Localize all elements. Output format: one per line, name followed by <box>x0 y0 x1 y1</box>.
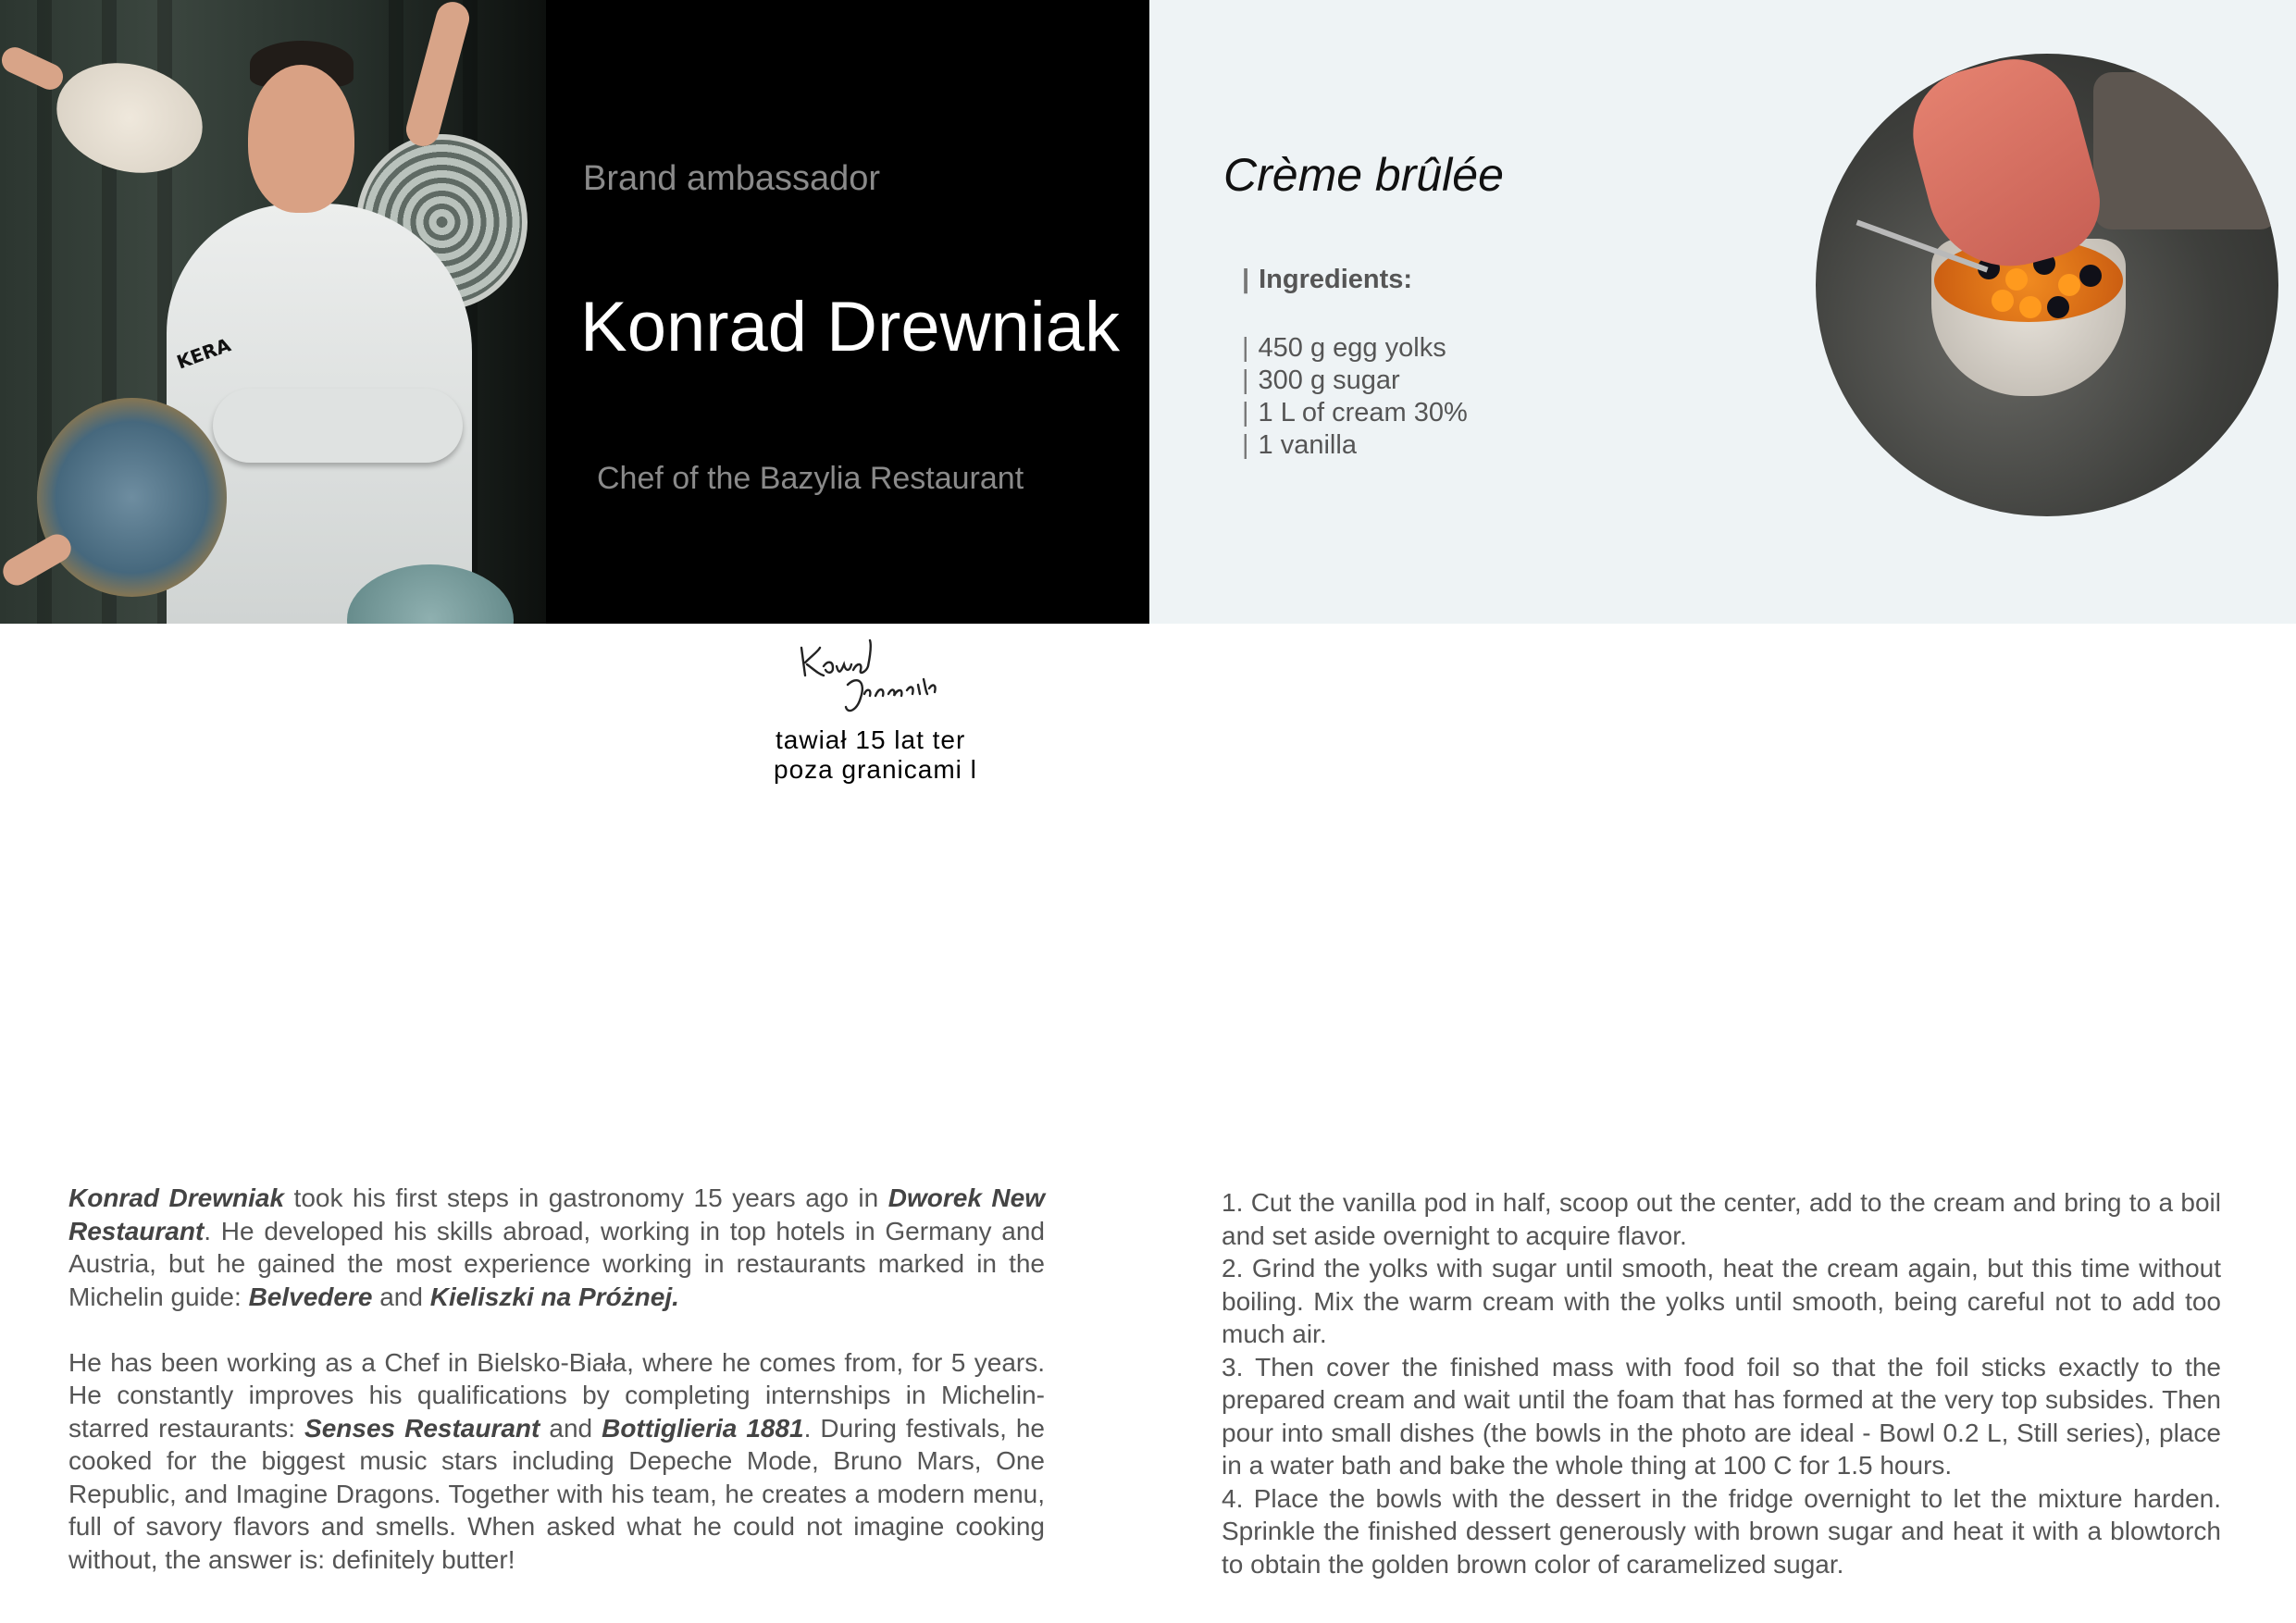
restaurant-name: Kieliszki na Próżnej. <box>429 1282 679 1311</box>
overflow-text-line: tawiał 15 lat ter <box>776 725 966 754</box>
handwritten-signature <box>792 629 968 731</box>
sea-buckthorn <box>2058 274 2080 296</box>
recipe-header <box>1149 0 2296 624</box>
bio-paragraph: He has been working as a Chef in Bielsko-Biała, where he comes from, for 5 years. He constantly improves his qualifications by completing internships in Michelin-starred restaurants: Senses Restaurant and Bottiglieria 1881. During festivals, he cooked for the biggest music stars including Depeche Mode, Bruno Mars, One Republic, and Imagine Dragons. Together with his team, he creates a modern menu, full of savory flavors and smells. When asked what he could not imagine cooking without, the answer is: definitely butter! <box>68 1347 1045 1574</box>
ingredient-item: | 1 vanilla <box>1242 430 1357 460</box>
jacket-logo: KERA <box>173 333 234 374</box>
recipe-step: 2. Grind the yolks with sugar until smooth, heat the cream again, but this time without boiling. Mix the warm cream with the yolks until smooth, being careful not to add too much air. <box>1222 1254 2221 1348</box>
chef-photo <box>0 0 546 624</box>
role-kicker: Brand ambassador <box>583 159 881 198</box>
card-edge <box>977 711 979 786</box>
blueberry <box>2047 296 2069 318</box>
recipe-title: Crème brûlée <box>1223 149 1504 201</box>
signature-card <box>774 624 979 786</box>
ingredient-item: | 300 g sugar <box>1242 365 1400 395</box>
restaurant-name: Senses Restaurant <box>304 1413 540 1443</box>
restaurant-name: Dworek New Restaurant <box>68 1183 1045 1245</box>
recipe-steps <box>1222 1186 2221 1580</box>
restaurant-name: Bottiglieria 1881 <box>602 1413 804 1443</box>
speckled-plate <box>44 47 215 188</box>
ingredient-item: | 450 g egg yolks <box>1242 333 1446 363</box>
sea-buckthorn <box>1992 290 2014 312</box>
chef-name-heading: Konrad Drewniak <box>580 288 1120 366</box>
blueberry <box>2079 265 2102 287</box>
bio-paragraph: Konrad Drewniak took his first steps in gastronomy 15 years ago in Dworek New Restaurant. He developed his skills abroad, working in top hotels in Germany and Austria, but he gained the most experience working in restaurants marked in the Michelin guide: Belvedere and Kieliszki na Próżnej. <box>68 1183 1045 1311</box>
blue-plate <box>37 398 227 597</box>
hand <box>0 43 68 94</box>
recipe-step: 4. Place the bowls with the dessert in the fridge overnight to let the mixture harden. Sprinkle the finished dessert generously with brown sugar and heat it with a blowtorch to obtain the golden brown color of caramelized sugar. <box>1222 1483 2221 1579</box>
chef-bio <box>68 1182 1045 1576</box>
bio-name: Konrad Drewniak <box>68 1183 285 1212</box>
pan <box>2093 72 2278 229</box>
crossed-arms <box>213 389 463 463</box>
ingredients-list <box>1242 265 1468 462</box>
sea-buckthorn <box>2005 268 2028 291</box>
chef-role: Chef of the Bazylia Restaurant <box>597 461 1024 496</box>
recipe-step: 1. Cut the vanilla pod in half, scoop out the center, add to the cream and bring to a boil and set aside overnight to acquire flavor. <box>1222 1188 2221 1250</box>
dessert-photo <box>1816 54 2278 516</box>
ingredient-item: | 1 L of cream 30% <box>1242 398 1468 427</box>
chef-face <box>248 65 354 213</box>
ingredients-heading: | Ingredients: <box>1242 265 1413 294</box>
recipe-step: 3. Then cover the finished mass with food foil so that the foil sticks exactly to the prepared cream and wait until the foam that has formed at the very top subsides. Then pour into small dishes (the bowls in the photo are ideal - Bowl 0.2 L, Still series), place in a water bath and bake the whole thing at 100 C for 1.5 hours. <box>1222 1352 2221 1480</box>
overflow-text-line: poza granicami l <box>774 755 977 784</box>
sea-buckthorn <box>2019 296 2042 318</box>
restaurant-name: Belvedere <box>248 1282 373 1311</box>
hero-banner <box>0 0 1149 624</box>
